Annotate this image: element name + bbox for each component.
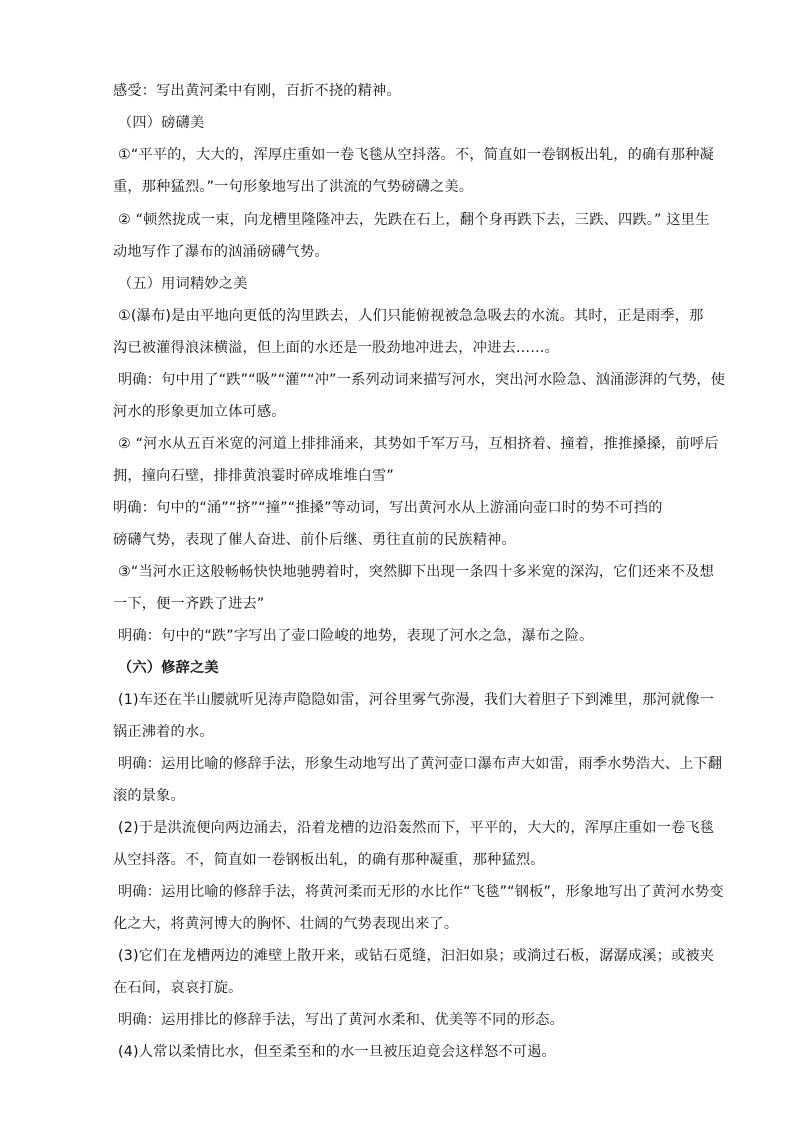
text-line: ② “河水从五百米宽的河道上排排涌来，其势如千军万马，互相挤着、撞着，推推搡搡，前呼后 (118, 436, 719, 452)
text-line: 从空抖落。不，简直如一卷钢板出轧，的确有那种凝重，那种猛烈。 (113, 852, 545, 868)
text-line: 锅正沸着的水。 (113, 724, 214, 740)
text-line: 滚的景象。 (113, 788, 185, 804)
text-line: 明确：句中的“跌”字写出了壶口险峻的地势，表现了河水之急，瀑布之险。 (118, 628, 594, 644)
text-line: 拥，撞向石壁，排排黄浪霎时碎成堆堆白雪” (113, 468, 394, 484)
text-line-feeling: 感受：写出黄河柔中有刚，百折不挠的精神。 (113, 83, 401, 99)
text-line: 重，那种猛烈。”一句形象地写出了洪流的气势磅礴之美。 (113, 179, 474, 195)
text-line: 一下，便一齐跌了进去” (113, 596, 265, 612)
text-line: 河水的形象更加立体可感。 (113, 404, 286, 420)
text-line: 在石间，哀哀打旋。 (113, 980, 243, 996)
section-heading-6: （六）修辞之美 (118, 660, 219, 676)
text-line: 明确：运用比喻的修辞手法，将黄河柔而无形的水比作“飞毯”“钢板”，形象地写出了黄河水势变 (118, 884, 724, 900)
text-line: 明确：运用比喻的修辞手法，形象生动地写出了黄河壶口瀑布声大如雷，雨季水势浩大、上下翻 (118, 756, 723, 772)
text-line: ①“平平的，大大的，浑厚庄重如一卷飞毯从空抖落。不，简直如一卷钢板出轧，的确有那种凝 (118, 147, 714, 163)
text-line: ② “顿然拢成一束，向龙槽里隆隆冲去，先跌在石上，翻个身再跌下去，三跌、四跌。” 这里生 (118, 212, 710, 228)
section-heading-4: （四）磅礴美 (118, 115, 205, 131)
text-line: 磅礴气势，表现了催人奋进、前仆后继、勇往直前的民族精神。 (113, 532, 516, 548)
text-line: (3)它们在龙槽两边的滩壁上散开来，或钻石觅缝，汩汩如泉；或淌过石板，潺潺成溪；或被夹 (118, 948, 715, 964)
text-line: 化之大，将黄河博大的胸怀、壮阔的气势表现出来了。 (113, 916, 459, 932)
text-line: ①(瀑布)是由平地向更低的沟里跌去，人们只能俯视被急急吸去的水流。其时，正是雨季，那 (118, 308, 704, 324)
text-line: 明确：句中的“涌”“挤”“撞”“推搡”等动词，写出黄河水从上游涌向壶口时的势不可挡的 (113, 500, 663, 516)
text-line: (1)车还在半山腰就听见涛声隐隐如雷，河谷里雾气弥漫，我们大着胆子下到滩里，那河就像一 (118, 692, 715, 708)
text-line: 明确：句中用了“跌”“吸”“灌”“冲”一系列动词来描写河水，突出河水险急、汹涌澎湃的气势，使 (118, 372, 726, 388)
text-line: 沟已被灌得浪沫横溢，但上面的水还是一股劲地冲进去，冲进去……。 (113, 340, 560, 356)
text-line: (4)人常以柔情比水，但至柔至和的水一旦被压迫竟会这样怒不可遏。 (118, 1044, 556, 1060)
text-line: 动地写作了瀑布的汹涌磅礴气势。 (113, 244, 329, 260)
text-line: 明确：运用排比的修辞手法，写出了黄河水柔和、优美等不同的形态。 (118, 1012, 565, 1028)
text-line: ③“当河水正这般畅畅快快地驰骋着时，突然脚下出现一条四十多米宽的深沟，它们还来不及想 (118, 564, 714, 580)
section-heading-5: （五）用词精妙之美 (118, 276, 248, 292)
text-line: (2)于是洪流便向两边涌去，沿着龙槽的边沿轰然而下，平平的，大大的，浑厚庄重如一卷飞毯 (118, 820, 715, 836)
